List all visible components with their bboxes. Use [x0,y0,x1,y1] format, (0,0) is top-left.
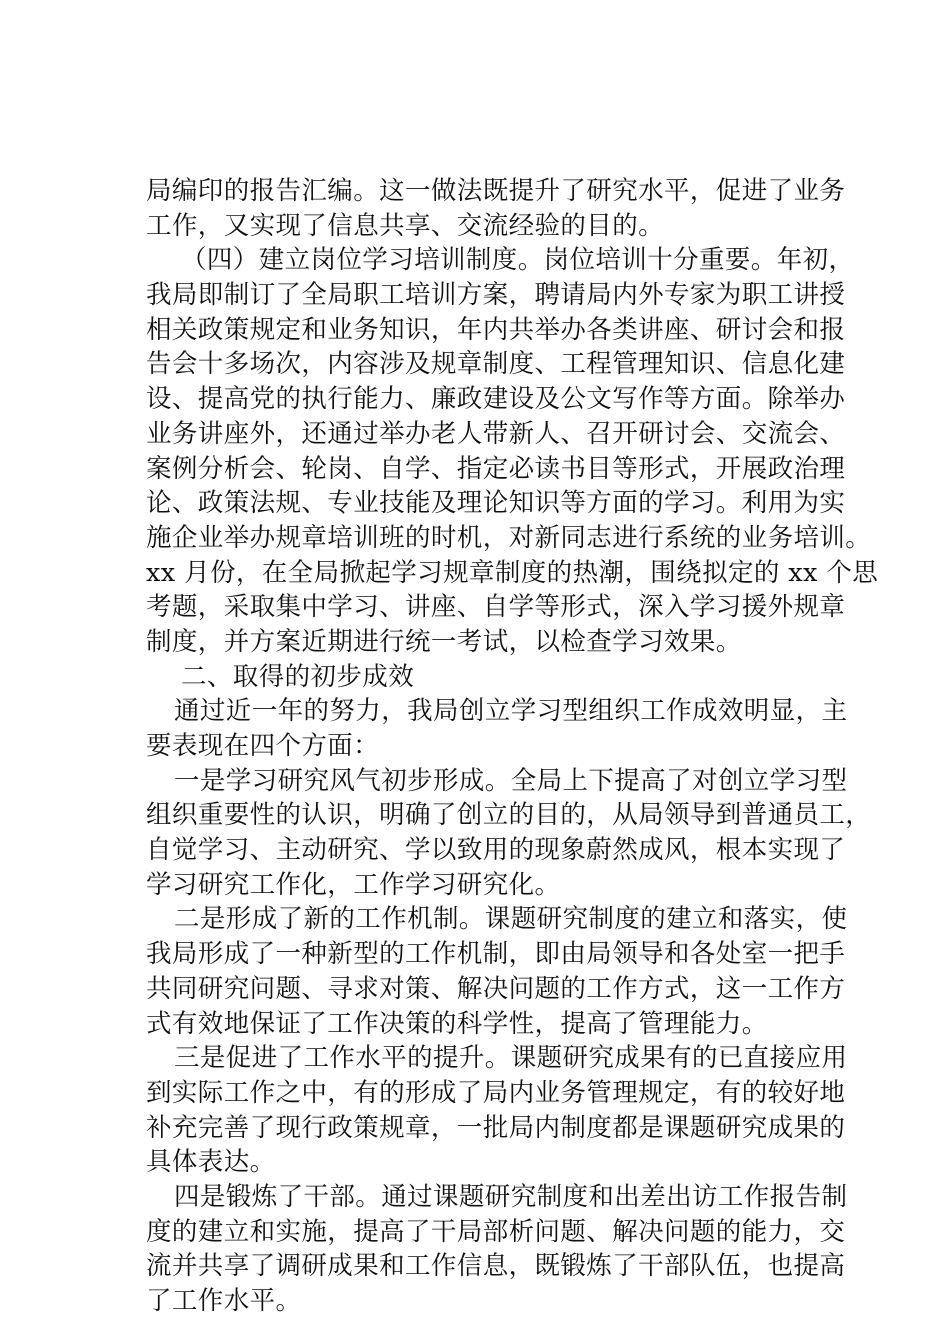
text-line: 案例分析会、轮岗、自学、指定必读书目等形式，开展政治理 [146,453,846,484]
text-line: 业务讲座外，还通过举办老人带新人、召开研讨会、交流会、 [146,418,846,449]
text-line: 补充完善了现行政策规章，一批局内制度都是课题研究成果的 [146,1112,846,1143]
text-line: 一是学习研究风气初步形成。全局上下提高了对创立学习型 [174,765,848,796]
text-line: 制度，并方案近期进行统一考试，以检查学习效果。 [146,626,742,657]
section-heading-line: （四）建立岗位学习培训制度。岗位培训十分重要。年初， [181,245,855,276]
text-line: 度的建立和实施，提高了干局部析问题、解决问题的能力，交 [146,1216,846,1247]
document-body [146,174,879,1319]
text-line: 我局即制订了全局职工培训方案，聘请局内外专家为职工讲授 [146,280,846,311]
text-line: 具体表达。 [146,1147,276,1178]
text-line: 四是锻炼了干部。通过课题研究制度和出差出访工作报告制 [174,1181,848,1212]
text-line: 工作，又实现了信息共享、交流经验的目的。 [146,210,665,241]
text-line: 相关政策规定和业务知识，年内共举办各类讲座、研讨会和报 [146,314,846,345]
section-heading: 二、取得的初步成效 [181,661,415,692]
text-line: 施企业举办规章培训班的时机，对新同志进行系统的业务培训。 [146,522,872,553]
text-line: 式有效地保证了工作决策的科学性，提高了管理能力。 [146,1008,768,1039]
text-line: 考题，采取集中学习、讲座、自学等形式，深入学习援外规章 [146,592,846,623]
text-line: 三是促进了工作水平的提升。课题研究成果有的已直接应用 [174,1043,848,1074]
text-line: 告会十多场次，内容涉及规章制度、工程管理知识、信息化建 [146,349,846,380]
text-line: 学习研究工作化，工作学习研究化。 [146,869,561,900]
text-line: xx 月份，在全局掀起学习规章制度的热潮，围绕拟定的 xx 个思 [146,557,879,588]
text-line: 论、政策法规、专业技能及理论知识等方面的学习。利用为实 [146,488,846,519]
text-line: 局编印的报告汇编。这一做法既提升了研究水平，促进了业务 [146,176,846,206]
text-line: 了工作水平。 [146,1286,302,1316]
text-line: 我局形成了一种新型的工作机制，即由局领导和各处室一把手 [146,939,846,970]
text-line: 自觉学习、主动研究、学以致用的现象蔚然成风，根本实现了 [146,835,846,866]
text-line: 通过近一年的努力，我局创立学习型组织工作成效明显，主 [174,696,848,727]
text-line: 要表现在四个方面： [146,731,380,761]
text-line: 流并共享了调研成果和工作信息，既锻炼了干部队伍，也提高 [146,1251,846,1282]
text-line: 到实际工作之中，有的形成了局内业务管理规定，有的较好地 [146,1077,846,1108]
text-line: 设、提高党的执行能力、廉政建设及公文写作等方面。除举办 [146,384,846,415]
text-line: 二是形成了新的工作机制。课题研究制度的建立和落实，使 [174,904,848,935]
text-line: 共同研究问题、寻求对策、解决问题的工作方式，这一工作方 [146,973,846,1004]
text-line: 组织重要性的认识，明确了创立的目的，从局领导到普通员工， [146,800,872,831]
